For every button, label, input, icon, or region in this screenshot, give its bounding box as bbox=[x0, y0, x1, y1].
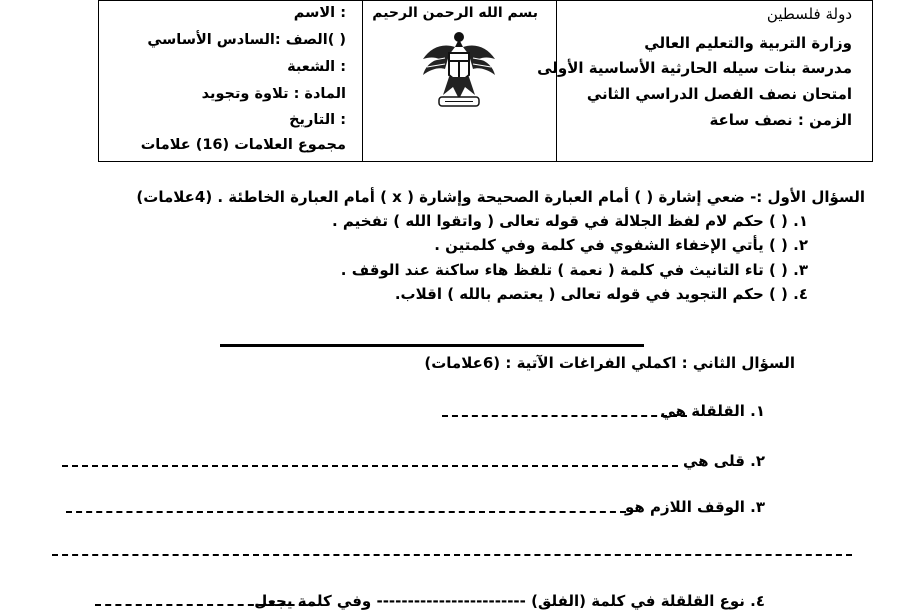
basmala: بسم الله الرحمن الرحيم bbox=[372, 5, 538, 21]
q1-item-2: ٢. ( ) يأتي الإخفاء الشفوي في كلمة وفي كلمتين . bbox=[434, 236, 808, 254]
school-label: مدرسة بنات سيله الحارثية الأساسية الأولى bbox=[537, 59, 852, 77]
q1-item-1: ١. ( ) حكم لام لفظ الجلالة في قوله تعالى ( واتقوا الله ) تفخيم . bbox=[331, 212, 808, 230]
q2-item-4: ٤. نوع القلقلة في كلمة (الفلق) ------------------------ وفي كلمة يجعل bbox=[254, 592, 765, 610]
palestine-eagle-emblem-icon bbox=[415, 25, 503, 115]
time-label: الزمن : نصف ساعة bbox=[709, 111, 852, 129]
q1-item-3: ٣. ( ) تاء التانيث في كلمة ( نعمة ) تلفظ هاء ساكنة عند الوقف . bbox=[340, 261, 808, 279]
school-info-cell bbox=[537, 1, 873, 162]
class-label: الصف :السادس الأساسي( ) bbox=[147, 32, 346, 48]
q1-item-4: ٤. ( ) حكم التجويد في قوله تعالى ( يعتصم بالله ) اقلاب. bbox=[394, 285, 808, 303]
answer-line-4 bbox=[95, 604, 315, 606]
subject-label: المادة : تلاوة وتجويد bbox=[201, 86, 346, 102]
exam-label: امتحان نصف الفصل الدراسي الثاني bbox=[586, 85, 852, 103]
ministry-label: وزارة التربية والتعليم العالي bbox=[644, 34, 852, 52]
q2-item-1: ١. القلقلة هي bbox=[660, 402, 765, 420]
answer-line-3b bbox=[52, 554, 852, 556]
q2-title: السؤال الثاني : اكملي الفراغات الآتية : (6علامات) bbox=[424, 354, 795, 372]
state-label: دولة فلسطين bbox=[766, 5, 852, 23]
q2-item-2: ٢. قلى هي bbox=[683, 452, 765, 470]
emblem-cell bbox=[363, 1, 557, 162]
q2-item-3: ٣. الوقف اللازم هو bbox=[625, 498, 765, 516]
answer-line-1 bbox=[442, 415, 687, 417]
date-label: التاريخ : bbox=[289, 112, 346, 128]
answer-line-3a bbox=[66, 511, 626, 513]
answer-line-2 bbox=[62, 465, 678, 467]
student-name-label: الاسم : bbox=[293, 5, 346, 21]
section-label: الشعبة : bbox=[287, 59, 346, 75]
q1-title: السؤال الأول :- ضعي إشارة ( ) أمام العبارة الصحيحة وإشارة ( x ) أمام العبارة الخاطئة . (4علامات) bbox=[136, 188, 865, 206]
total-marks-label: مجموع العلامات (16) علامات bbox=[140, 137, 346, 153]
student-info-cell bbox=[99, 1, 363, 162]
header-table bbox=[98, 0, 873, 162]
separator-line bbox=[220, 344, 644, 347]
